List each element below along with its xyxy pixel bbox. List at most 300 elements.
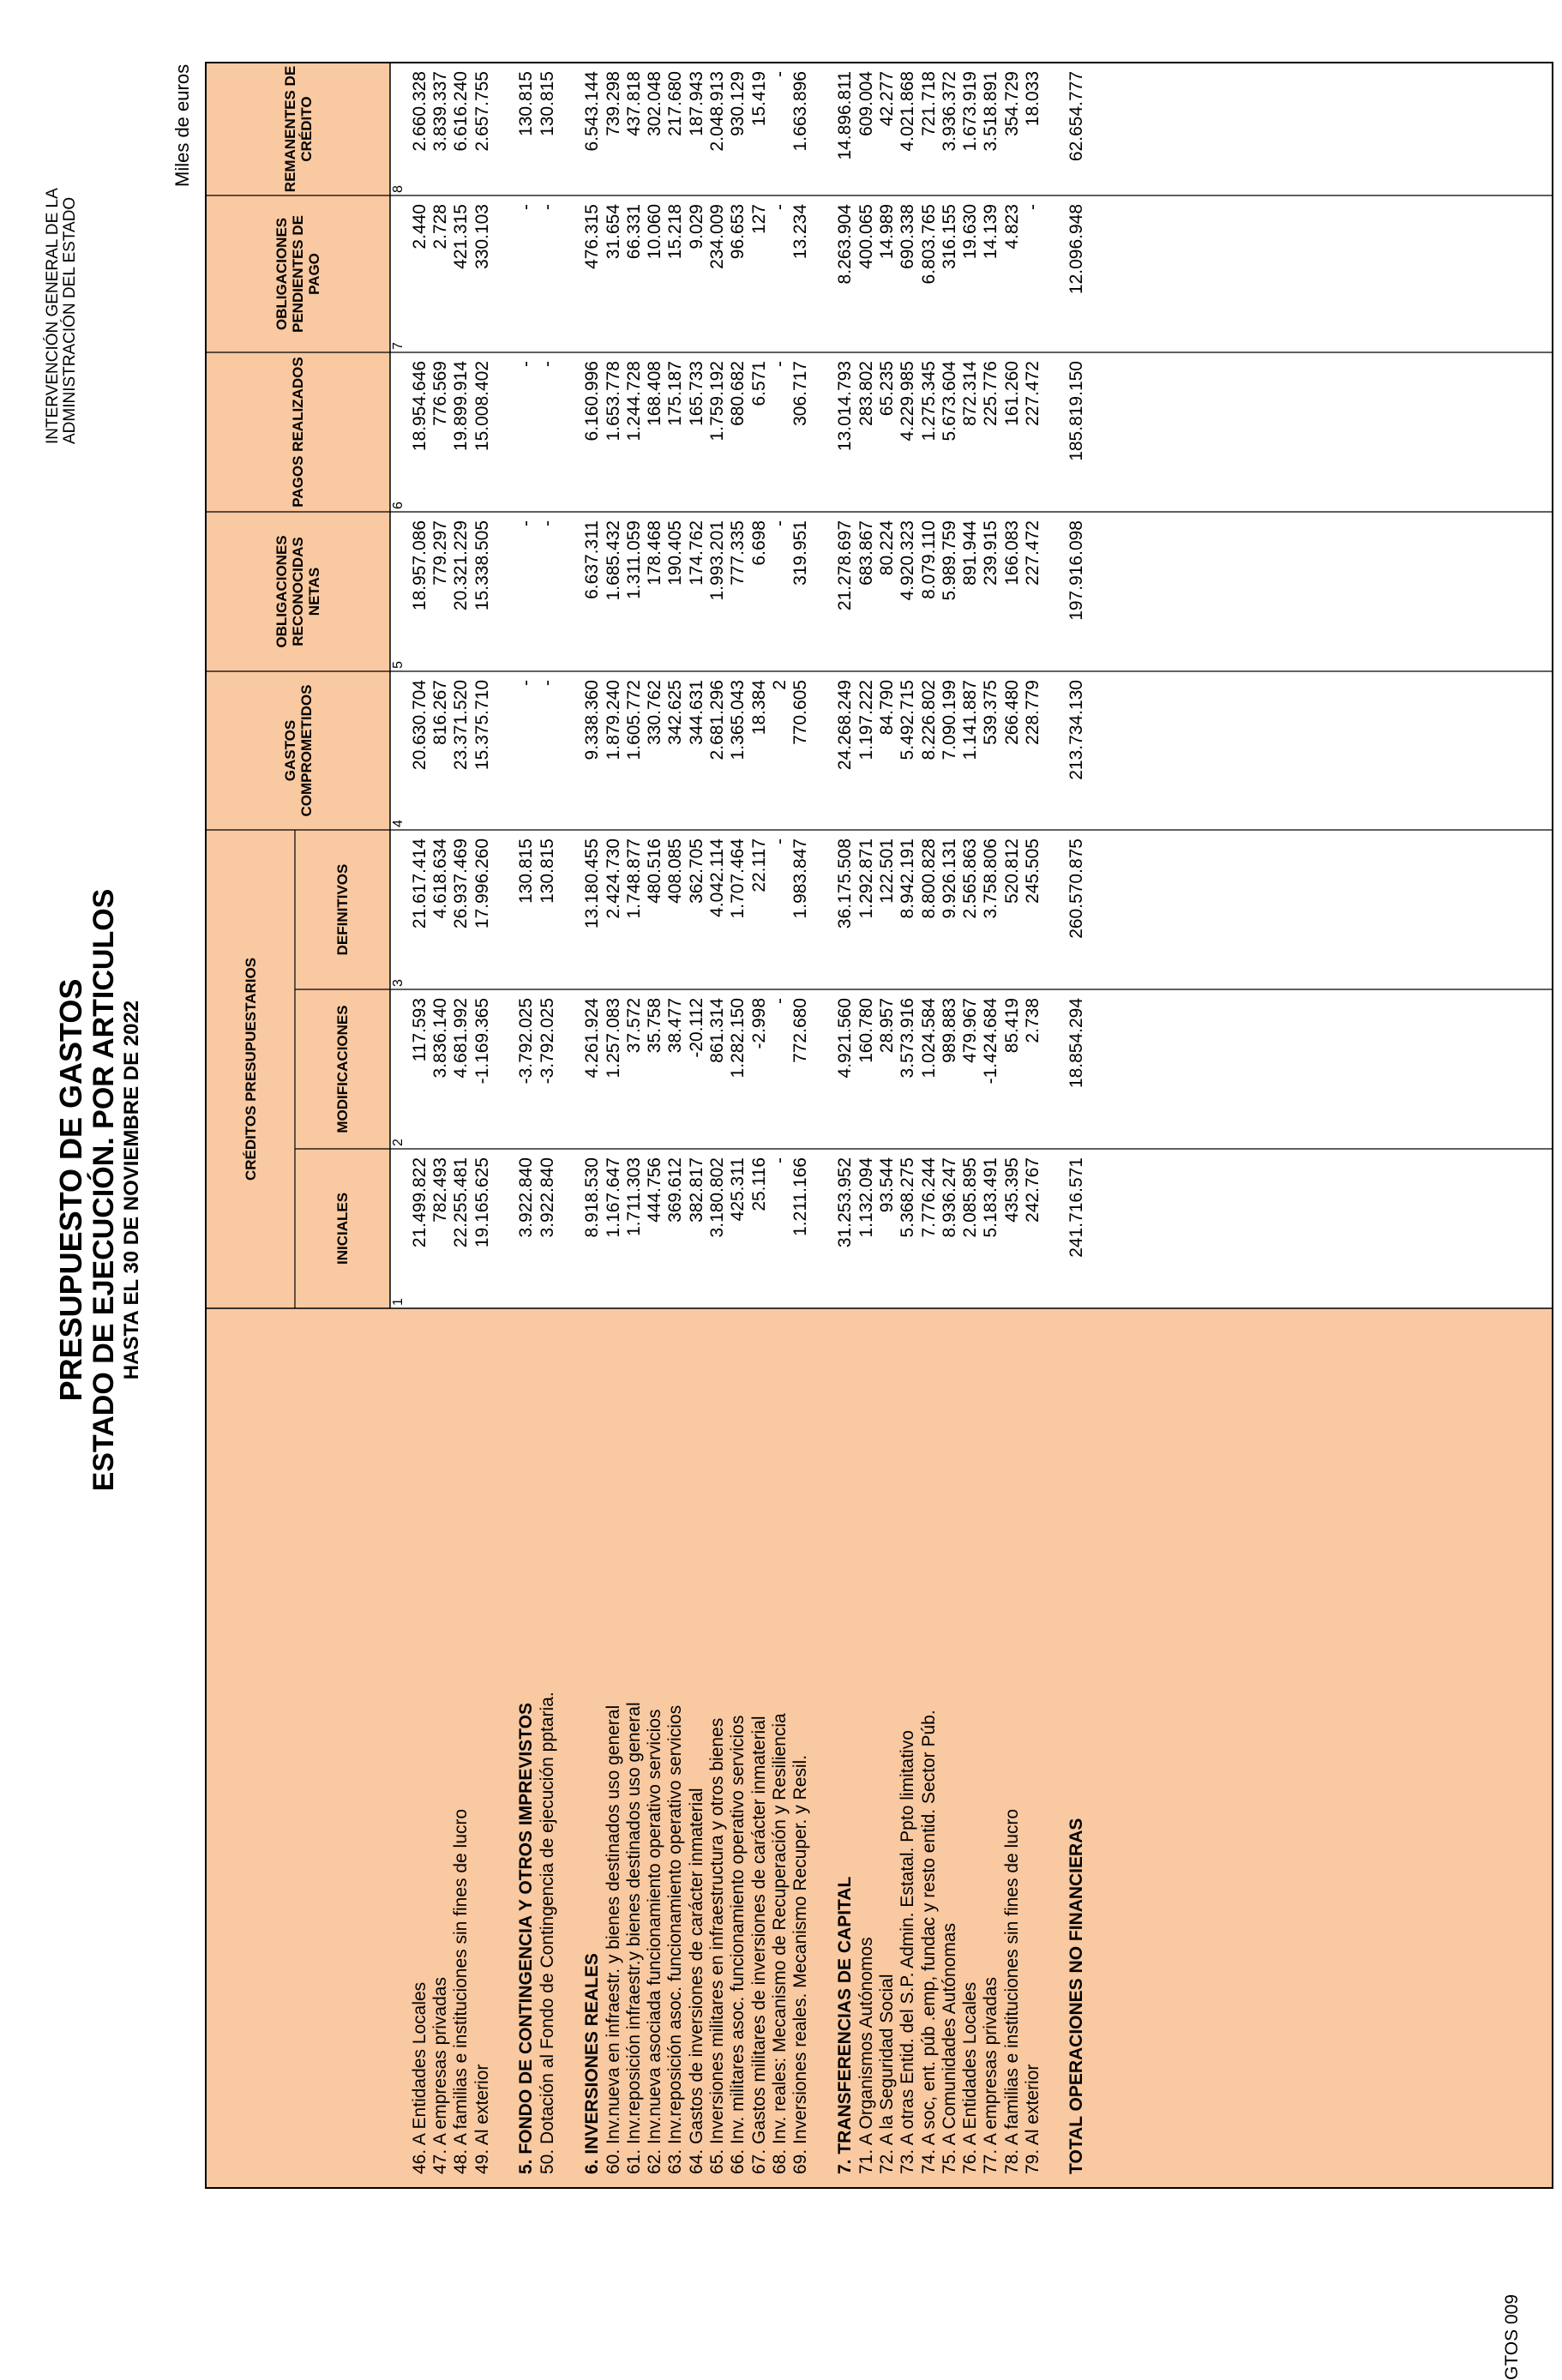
cell-value: 80.224 bbox=[877, 520, 897, 576]
cell-value: 245.505 bbox=[1023, 838, 1042, 904]
cell-value: 6.698 bbox=[749, 520, 769, 566]
cell-value: 5.673.604 bbox=[940, 361, 959, 442]
row-label: 78. A familias e instituciones sin fines de lucro bbox=[1002, 1808, 1022, 2174]
cell-value: 26.937.469 bbox=[451, 838, 471, 929]
cell-value: 13.234 bbox=[790, 204, 810, 260]
cell-value: 10.060 bbox=[645, 204, 664, 260]
cell-value: 225.776 bbox=[981, 361, 1000, 426]
cell-value: 1.653.778 bbox=[604, 361, 623, 442]
table-row bbox=[898, 0, 918, 2380]
org-line-2: ADMINISTRACIÓN DEL ESTADO bbox=[61, 196, 79, 444]
cell-value: 306.717 bbox=[790, 361, 810, 426]
cell-value: 776.569 bbox=[430, 361, 450, 426]
cell-value: 891.944 bbox=[960, 520, 980, 586]
cell-value: 680.682 bbox=[728, 361, 748, 426]
cell-value: 739.298 bbox=[604, 71, 623, 136]
cell-value: 8.918.530 bbox=[582, 1157, 602, 1238]
table-row bbox=[430, 0, 451, 2380]
cell-value: 3.758.806 bbox=[981, 838, 1000, 919]
table-row bbox=[790, 0, 811, 2380]
cell-value: 609.004 bbox=[856, 71, 876, 136]
cell-value: 2.728 bbox=[430, 204, 450, 249]
cell-value: 444.756 bbox=[645, 1157, 664, 1223]
cell-value: 213.734.130 bbox=[1066, 680, 1086, 780]
cell-value: 241.716.571 bbox=[1066, 1157, 1086, 1258]
cell-value: 772.680 bbox=[790, 998, 810, 1063]
cell-value: 3.180.802 bbox=[707, 1157, 727, 1238]
cell-value: 1.197.222 bbox=[856, 680, 876, 760]
cell-value: 1.292.871 bbox=[856, 838, 876, 919]
cell-value: 66.331 bbox=[624, 204, 644, 260]
row-label: 71. A Organismos Autónomos bbox=[856, 1937, 876, 2174]
cell-value: 1.879.240 bbox=[604, 680, 623, 760]
row-label: 76. A Entidades Locales bbox=[960, 1981, 980, 2174]
cell-value: 13.014.793 bbox=[835, 361, 855, 452]
cell-value: 190.405 bbox=[665, 520, 685, 586]
cell-value: 1.024.584 bbox=[919, 998, 939, 1079]
cell-value: 1.673.919 bbox=[960, 71, 980, 152]
cell-value: 2.424.730 bbox=[604, 838, 623, 919]
table-row bbox=[728, 0, 748, 2380]
cell-value: 15.008.402 bbox=[472, 361, 492, 452]
cell-value: 6.803.765 bbox=[919, 204, 939, 285]
cell-value: 1.685.432 bbox=[604, 520, 623, 601]
table-row bbox=[665, 0, 686, 2380]
cell-value: 8.226.802 bbox=[919, 680, 939, 760]
cell-value: 5.183.491 bbox=[981, 1157, 1000, 1238]
cell-value: 38.477 bbox=[665, 998, 685, 1054]
cell-value: 1.311.059 bbox=[624, 520, 644, 599]
cell-value: 3.922.840 bbox=[538, 1157, 557, 1238]
row-label: 72. A la Seguridad Social bbox=[877, 1974, 897, 2174]
cell-value: 228.779 bbox=[1023, 680, 1042, 745]
cell-value: 1.132.094 bbox=[856, 1157, 876, 1238]
cell-value: 4.920.323 bbox=[898, 520, 917, 601]
cell-value: 65.235 bbox=[877, 361, 897, 417]
cell-value: 2.738 bbox=[1023, 998, 1042, 1043]
cell-value: 175.187 bbox=[665, 361, 685, 426]
cell-value: 1.711.303 bbox=[624, 1157, 644, 1236]
cell-value: 476.315 bbox=[582, 204, 602, 269]
table-row bbox=[940, 0, 960, 2380]
page-subtitle: ESTADO DE EJECUCIÓN. POR ARTICULOS bbox=[87, 888, 120, 1492]
cell-value: -20.112 bbox=[687, 998, 706, 1058]
cell-value: 683.867 bbox=[856, 520, 876, 586]
cell-value: 316.155 bbox=[940, 204, 959, 269]
cell-value: 217.680 bbox=[665, 71, 685, 136]
cell-value: 239.915 bbox=[981, 520, 1000, 586]
header-obligaciones-pendientes: OBLIGACIONES PENDIENTES DE PAGO bbox=[273, 215, 322, 333]
cell-value: 782.493 bbox=[430, 1157, 450, 1223]
cell-value: 480.516 bbox=[645, 838, 664, 904]
column-number: 6 bbox=[391, 502, 406, 509]
table-row bbox=[960, 0, 981, 2380]
cell-value: 19.165.625 bbox=[472, 1157, 492, 1248]
cell-value: 242.767 bbox=[1023, 1157, 1042, 1223]
cell-value: 31.654 bbox=[604, 204, 623, 260]
cell-value: 2.660.328 bbox=[410, 71, 430, 152]
cell-value: 302.048 bbox=[645, 71, 664, 136]
row-label: 67. Gastos militares de inversiones de carácter inmaterial bbox=[749, 1716, 769, 2174]
cell-value: 9.029 bbox=[687, 204, 706, 249]
table-row bbox=[981, 0, 1001, 2380]
table-row bbox=[624, 0, 645, 2380]
cell-value: 28.957 bbox=[877, 998, 897, 1054]
cell-value: 20.630.704 bbox=[410, 680, 430, 771]
cell-value: 7.776.244 bbox=[919, 1157, 939, 1238]
cell-value: 22.117 bbox=[749, 838, 769, 892]
page-title: PRESUPUESTO DE GASTOS bbox=[53, 978, 88, 1402]
row-label: 5. FONDO DE CONTINGENCIA Y OTROS IMPREVISTOS bbox=[516, 1703, 536, 2174]
table-row bbox=[687, 0, 707, 2380]
cell-value: 174.762 bbox=[687, 520, 706, 586]
cell-value: 8.936.247 bbox=[940, 1157, 959, 1238]
cell-value: -1.169.365 bbox=[472, 998, 492, 1085]
row-label: 68. Inv. reales: Mecanismo de Recuperación y Resiliencia bbox=[770, 1713, 790, 2174]
cell-value: 1.211.166 bbox=[790, 1157, 810, 1236]
cell-value: 6.571 bbox=[749, 361, 769, 406]
report-date: HASTA EL 30 DE NOVIEMBRE DE 2022 bbox=[120, 1000, 143, 1380]
cell-value: - bbox=[516, 520, 536, 526]
footer-code: GTOS 009 bbox=[1502, 2294, 1522, 2380]
cell-value: 4.823 bbox=[1002, 204, 1022, 249]
cell-value: 382.817 bbox=[687, 1157, 706, 1223]
cell-value: - bbox=[538, 680, 557, 686]
column-number: 4 bbox=[391, 820, 406, 827]
cell-value: 18.033 bbox=[1023, 71, 1042, 127]
cell-value: 344.631 bbox=[687, 680, 706, 745]
cell-value: 20.321.229 bbox=[451, 520, 471, 611]
header-creditos-presupuestarios: CRÉDITOS PRESUPUESTARIOS bbox=[242, 957, 259, 1181]
cell-value: 1.365.043 bbox=[728, 680, 748, 760]
org-line-1: INTERVENCIÓN GENERAL DE LA bbox=[44, 188, 62, 444]
cell-value: 437.818 bbox=[624, 71, 644, 136]
row-label: 74. A soc, ent. púb .emp, fundac y resto entid. Sector Púb. bbox=[919, 1710, 939, 2174]
cell-value: - bbox=[770, 520, 790, 526]
cell-value: 354.729 bbox=[1002, 71, 1022, 136]
row-label: 49. Al exterior bbox=[472, 2064, 492, 2174]
cell-value: - bbox=[538, 204, 557, 210]
row-label: TOTAL OPERACIONES NO FINANCIERAS bbox=[1066, 1818, 1086, 2174]
cell-value: 6.637.311 bbox=[582, 520, 602, 599]
cell-value: 21.499.822 bbox=[410, 1157, 430, 1248]
cell-value: - bbox=[770, 1157, 790, 1163]
cell-value: -2.998 bbox=[749, 998, 769, 1049]
cell-value: 1.983.847 bbox=[790, 838, 810, 919]
row-label: 69. Inversiones reales. Mecanismo Recuper. y Resil. bbox=[790, 1754, 810, 2174]
cell-value: 93.544 bbox=[877, 1157, 897, 1213]
cell-value: 777.335 bbox=[728, 520, 748, 586]
cell-value: 21.617.414 bbox=[410, 838, 430, 929]
table-row bbox=[835, 0, 856, 2380]
row-label: 66. Inv. militares asoc. funcionamiento operativo servicios bbox=[728, 1715, 748, 2174]
row-label: 50. Dotación al Fondo de Contingencia de ejecución pptaria. bbox=[538, 1692, 557, 2174]
cell-value: 1.244.728 bbox=[624, 361, 644, 442]
cell-value: - bbox=[770, 998, 790, 1004]
cell-value: 19.630 bbox=[960, 204, 980, 260]
table-row bbox=[451, 0, 472, 2380]
cell-value: 266.480 bbox=[1002, 680, 1022, 745]
table-row bbox=[770, 0, 790, 2380]
cell-value: 362.705 bbox=[687, 838, 706, 904]
header-remanentes: REMANENTES DE CRÉDITO bbox=[281, 65, 315, 193]
cell-value: 23.371.520 bbox=[451, 680, 471, 771]
cell-value: 421.315 bbox=[451, 204, 471, 269]
cell-value: 1.605.772 bbox=[624, 680, 644, 760]
cell-value: - bbox=[770, 204, 790, 210]
cell-value: -1.424.684 bbox=[981, 998, 1000, 1085]
cell-value: 9.338.360 bbox=[582, 680, 602, 760]
table-row bbox=[856, 0, 877, 2380]
cell-value: 15.218 bbox=[665, 204, 685, 260]
table-row bbox=[410, 0, 430, 2380]
table-row bbox=[1002, 0, 1023, 2380]
cell-value: 227.472 bbox=[1023, 520, 1042, 586]
cell-value: 260.570.875 bbox=[1066, 838, 1086, 939]
cell-value: 130.815 bbox=[516, 71, 536, 136]
table-row bbox=[877, 0, 898, 2380]
cell-value: - bbox=[770, 71, 790, 77]
cell-value: 18.384 bbox=[749, 680, 769, 736]
header-definitivos: DEFINITIVOS bbox=[334, 863, 351, 956]
cell-value: 435.395 bbox=[1002, 1157, 1022, 1223]
cell-value: 36.175.508 bbox=[835, 838, 855, 929]
table-row bbox=[1066, 0, 1087, 2380]
row-label: 73. A otras Entid. del S.P. Admin. Estatal. Ppto limitativo bbox=[898, 1730, 917, 2174]
cell-value: 12.096.948 bbox=[1066, 204, 1086, 295]
cell-value: - bbox=[770, 838, 790, 844]
cell-value: 690.338 bbox=[898, 204, 917, 269]
cell-value: 161.260 bbox=[1002, 361, 1022, 426]
cell-value: 2.048.913 bbox=[707, 71, 727, 152]
cell-value: 1.748.877 bbox=[624, 838, 644, 919]
cell-value: 369.612 bbox=[665, 1157, 685, 1223]
cell-value: 127 bbox=[749, 204, 769, 235]
table-row bbox=[749, 0, 770, 2380]
header-pagos-realizados: PAGOS REALIZADOS bbox=[290, 357, 306, 508]
cell-value: 227.472 bbox=[1023, 361, 1042, 426]
cell-value: 1.141.887 bbox=[960, 680, 980, 760]
cell-value: 4.021.868 bbox=[898, 71, 917, 152]
row-label: 77. A empresas privadas bbox=[981, 1977, 1000, 2174]
cell-value: - bbox=[538, 520, 557, 526]
cell-value: 520.812 bbox=[1002, 838, 1022, 904]
cell-value: 2.681.296 bbox=[707, 680, 727, 760]
cell-value: - bbox=[538, 361, 557, 367]
cell-value: 117.593 bbox=[410, 998, 430, 1062]
cell-value: 539.375 bbox=[981, 680, 1000, 745]
column-number: 3 bbox=[391, 979, 406, 987]
row-label: 75. A Comunidades Autónomas bbox=[940, 1922, 959, 2174]
cell-value: 930.129 bbox=[728, 71, 748, 136]
cell-value: 2.440 bbox=[410, 204, 430, 249]
cell-value: 5.368.275 bbox=[898, 1157, 917, 1238]
units-label: Miles de euros bbox=[171, 63, 193, 187]
cell-value: 160.780 bbox=[856, 998, 876, 1063]
cell-value: 816.267 bbox=[430, 680, 450, 745]
cell-value: 4.229.985 bbox=[898, 361, 917, 442]
header-obligaciones-reconocidas: OBLIGACIONES RECONOCIDAS NETAS bbox=[273, 535, 322, 648]
cell-value: 85.419 bbox=[1002, 998, 1022, 1054]
cell-value: 1.663.896 bbox=[790, 71, 810, 152]
cell-value: 8.942.191 bbox=[898, 838, 917, 919]
cell-value: 37.572 bbox=[624, 998, 644, 1054]
cell-value: 187.943 bbox=[687, 71, 706, 136]
row-label: 60. Inv.nueva en infraestr. y bienes destinados uso general bbox=[604, 1704, 623, 2174]
cell-value: 13.180.455 bbox=[582, 838, 602, 929]
row-label: 79. Al exterior bbox=[1023, 2064, 1042, 2174]
cell-value: 330.762 bbox=[645, 680, 664, 745]
header-gastos-comprometidos: GASTOS COMPROMETIDOS bbox=[281, 684, 315, 817]
cell-value: 283.802 bbox=[856, 361, 876, 426]
cell-value: 197.916.098 bbox=[1066, 520, 1086, 621]
column-number: 7 bbox=[391, 342, 406, 350]
cell-value: 3.573.916 bbox=[898, 998, 917, 1079]
cell-value: - bbox=[516, 204, 536, 210]
cell-value: 166.083 bbox=[1002, 520, 1022, 586]
cell-value: 2.085.895 bbox=[960, 1157, 980, 1238]
cell-value: 3.922.840 bbox=[516, 1157, 536, 1238]
cell-value: 22.255.481 bbox=[451, 1157, 471, 1248]
cell-value: 319.951 bbox=[790, 520, 810, 586]
cell-value: 3.518.891 bbox=[981, 71, 1000, 152]
cell-value: 408.085 bbox=[665, 838, 685, 904]
column-number: 1 bbox=[391, 1298, 406, 1306]
table-row bbox=[516, 0, 537, 2380]
cell-value: 130.815 bbox=[516, 838, 536, 904]
cell-value: 2.565.863 bbox=[960, 838, 980, 919]
table-row bbox=[472, 0, 493, 2380]
cell-value: 84.790 bbox=[877, 680, 897, 736]
cell-value: 3.836.140 bbox=[430, 998, 450, 1079]
cell-value: 165.733 bbox=[687, 361, 706, 426]
cell-value: 479.967 bbox=[960, 998, 980, 1063]
cell-value: 18.954.646 bbox=[410, 361, 430, 452]
row-label: 48. A familias e instituciones sin fines de lucro bbox=[451, 1808, 471, 2174]
cell-value: 15.419 bbox=[749, 71, 769, 127]
cell-value: 770.605 bbox=[790, 680, 810, 745]
cell-value: 18.957.086 bbox=[410, 520, 430, 611]
cell-value: 1.759.192 bbox=[707, 361, 727, 442]
table-row bbox=[582, 0, 603, 2380]
cell-value: 62.654.777 bbox=[1066, 71, 1086, 162]
cell-value: 8.263.904 bbox=[835, 204, 855, 285]
row-label: 61. Inv.reposición infraestr.y bienes destinados uso general bbox=[624, 1702, 644, 2174]
header-iniciales: INICIALES bbox=[334, 1192, 351, 1265]
cell-value: 2 bbox=[770, 680, 790, 690]
row-label: 47. A empresas privadas bbox=[430, 1977, 450, 2174]
column-number: 8 bbox=[391, 185, 406, 193]
cell-value: 42.277 bbox=[877, 71, 897, 127]
table-row bbox=[1023, 0, 1043, 2380]
cell-value: - bbox=[516, 361, 536, 367]
row-label: 65. Inversiones militares en infraestructura y otros bienes bbox=[707, 1717, 727, 2174]
column-number: 5 bbox=[391, 661, 406, 669]
cell-value: 15.338.505 bbox=[472, 520, 492, 611]
cell-value: 15.375.710 bbox=[472, 680, 492, 771]
cell-value: 6.616.240 bbox=[451, 71, 471, 152]
cell-value: 9.926.131 bbox=[940, 838, 959, 919]
cell-value: 330.103 bbox=[472, 204, 492, 269]
cell-value: 861.314 bbox=[707, 998, 727, 1063]
row-label: 6. INVERSIONES REALES bbox=[582, 1953, 602, 2174]
cell-value: 18.854.294 bbox=[1066, 998, 1086, 1089]
cell-value: 1.167.647 bbox=[604, 1157, 623, 1238]
cell-value: 35.758 bbox=[645, 998, 664, 1054]
cell-value: -3.792.025 bbox=[516, 998, 536, 1085]
table-row bbox=[919, 0, 940, 2380]
cell-value: 19.899.914 bbox=[451, 361, 471, 452]
cell-value: 8.079.110 bbox=[919, 520, 939, 599]
cell-value: 1.282.150 bbox=[728, 998, 748, 1079]
cell-value: 4.921.560 bbox=[835, 998, 855, 1079]
cell-value: 130.815 bbox=[538, 71, 557, 136]
row-label: 64. Gastos de inversiones de carácter inmaterial bbox=[687, 1788, 706, 2174]
cell-value: 168.408 bbox=[645, 361, 664, 426]
cell-value: 96.653 bbox=[728, 204, 748, 260]
cell-value: 1.707.464 bbox=[728, 838, 748, 919]
row-label: 63. Inv.reposición asoc. funcionamiento operativo servicios bbox=[665, 1704, 685, 2174]
cell-value: 7.090.199 bbox=[940, 680, 959, 760]
cell-value: - bbox=[516, 680, 536, 686]
cell-value: 425.311 bbox=[728, 1157, 748, 1222]
table-row bbox=[604, 0, 624, 2380]
cell-value: -3.792.025 bbox=[538, 998, 557, 1085]
cell-value: 14.139 bbox=[981, 204, 1000, 260]
cell-value: 14.989 bbox=[877, 204, 897, 260]
cell-value: 4.681.992 bbox=[451, 998, 471, 1079]
cell-value: 3.936.372 bbox=[940, 71, 959, 152]
cell-value: 130.815 bbox=[538, 838, 557, 904]
cell-value: 24.268.249 bbox=[835, 680, 855, 771]
table-row bbox=[538, 0, 558, 2380]
cell-value: - bbox=[770, 361, 790, 367]
table-row bbox=[707, 0, 728, 2380]
cell-value: - bbox=[1023, 204, 1042, 210]
cell-value: 234.009 bbox=[707, 204, 727, 269]
cell-value: 1.993.201 bbox=[707, 520, 727, 601]
header-modificaciones: MODIFICACIONES bbox=[334, 1005, 351, 1133]
cell-value: 25.116 bbox=[749, 1157, 769, 1211]
cell-value: 342.625 bbox=[665, 680, 685, 745]
cell-value: 122.501 bbox=[877, 838, 897, 904]
cell-value: 21.278.697 bbox=[835, 520, 855, 611]
cell-value: 1.257.083 bbox=[604, 998, 623, 1079]
row-label: 62. Inv.nueva asociada funcionamiento operativo servicios bbox=[645, 1709, 664, 2174]
cell-value: 1.275.345 bbox=[919, 361, 939, 442]
cell-value: 400.065 bbox=[856, 204, 876, 269]
row-label: 7. TRANSFERENCIAS DE CAPITAL bbox=[835, 1876, 855, 2174]
cell-value: 31.253.952 bbox=[835, 1157, 855, 1248]
cell-value: 178.468 bbox=[645, 520, 664, 586]
cell-value: 5.492.715 bbox=[898, 680, 917, 760]
cell-value: 14.896.811 bbox=[835, 71, 855, 160]
cell-value: 872.314 bbox=[960, 361, 980, 426]
cell-value: 779.297 bbox=[430, 520, 450, 586]
cell-value: 4.261.924 bbox=[582, 998, 602, 1079]
cell-value: 5.989.759 bbox=[940, 520, 959, 601]
column-number: 2 bbox=[391, 1139, 406, 1146]
cell-value: 2.657.755 bbox=[472, 71, 492, 152]
cell-value: 4.618.634 bbox=[430, 838, 450, 919]
cell-value: 8.800.828 bbox=[919, 838, 939, 919]
cell-value: 6.160.996 bbox=[582, 361, 602, 442]
cell-value: 17.996.260 bbox=[472, 838, 492, 929]
cell-value: 989.883 bbox=[940, 998, 959, 1063]
cell-value: 3.839.337 bbox=[430, 71, 450, 152]
cell-value: 6.543.144 bbox=[582, 71, 602, 152]
cell-value: 4.042.114 bbox=[707, 838, 727, 917]
